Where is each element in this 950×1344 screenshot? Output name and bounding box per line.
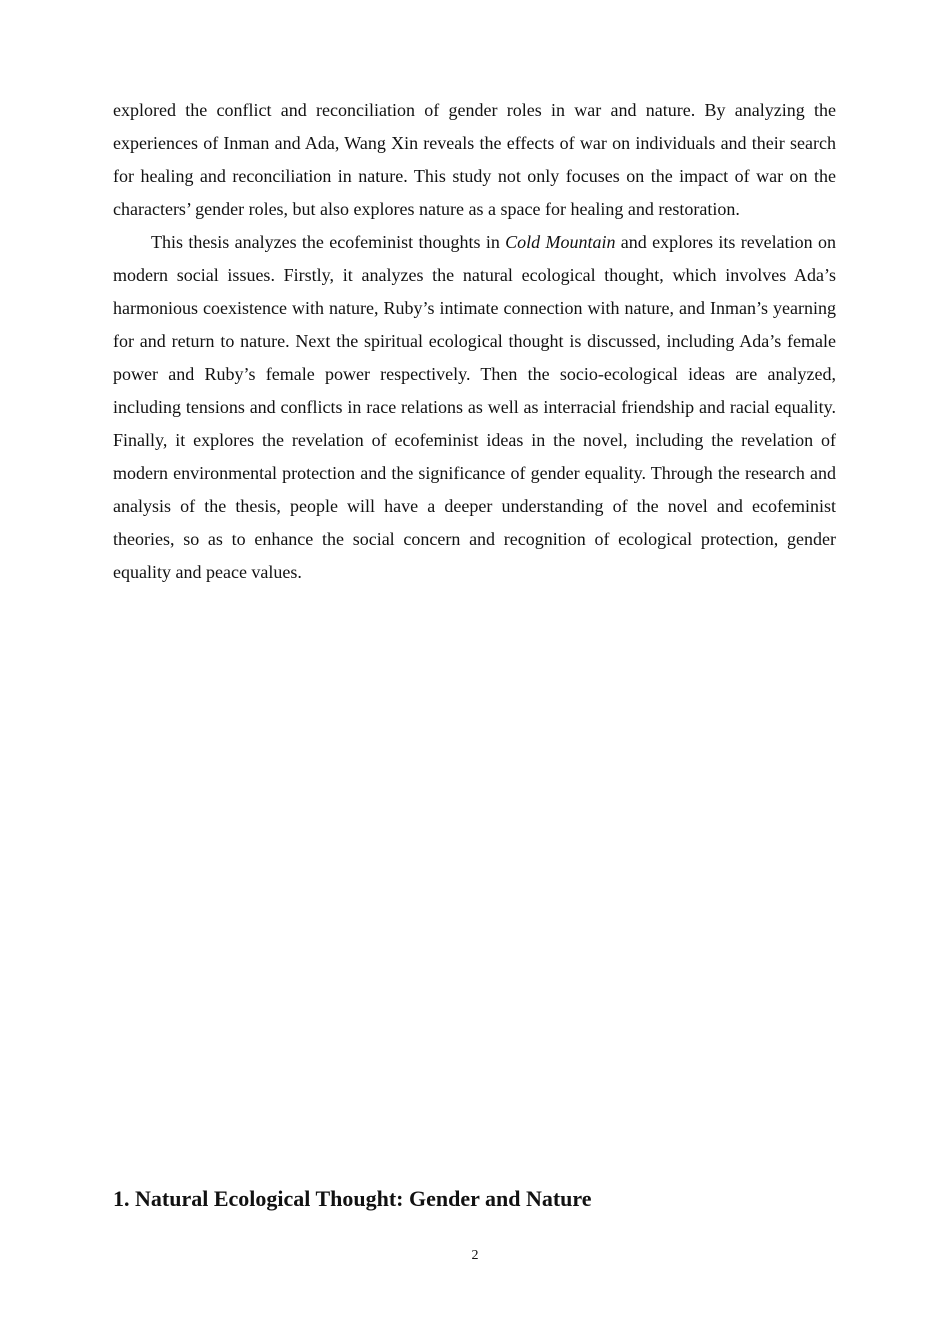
paragraph-thesis-summary	[113, 226, 836, 589]
paragraph-text-after: and explores its revelation on modern social issues. Firstly, it analyzes the natural ecological thought, which involves Ada’s harmonious coexistence with nature, Ruby’s intimate connection with nature, and Inman’s yearning for and return to nature. Next the spiritual ecological thought is discussed, including Ada’s female power and Ruby’s female power respectively. Then the socio-ecological ideas are analyzed, including tensions and conflicts in race relations as well as interracial friendship and racial equality. Finally, it explores the revelation of ecofeminist ideas in the novel, including the revelation of modern environmental protection and the significance of gender equality. Through the research and analysis of the thesis, people will have a deeper understanding of the novel and ecofeminist theories, so as to enhance the social concern and recognition of ecological protection, gender equality and peace values.	[113, 232, 836, 582]
body-text	[113, 94, 836, 589]
book-title-italic: Cold Mountain	[505, 232, 616, 252]
paragraph-text-before: This thesis analyzes the ecofeminist thoughts in	[151, 232, 506, 252]
paragraph-continuation: explored the conflict and reconciliation of gender roles in war and nature. By analyzing the experiences of Inman and Ada, Wang Xin reveals the effects of war on individuals and their search for healing and reconciliation in nature. This study not only focuses on the impact of war on the characters’ gender roles, but also explores nature as a space for healing and restoration.	[113, 100, 836, 219]
page-number: 2	[471, 1248, 479, 1263]
section-heading: 1. Natural Ecological Thought: Gender and Nature	[113, 1186, 592, 1211]
